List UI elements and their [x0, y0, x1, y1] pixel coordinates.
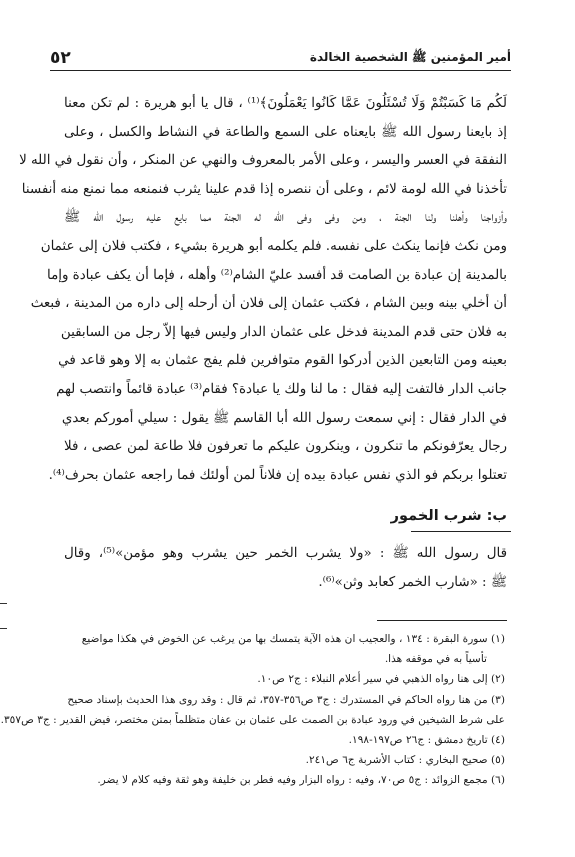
footnote: (٣) من هنا رواه الحاكم في المستدرك : ج٣ ص٣٥٦-٣٥٧، ثم قال : وقد روى هذا الحديث بإسناد صحيح	[67, 693, 505, 706]
text-line: النفقة في العسر واليسر ، وعلى الأمر بالمعروف والنهي عن المنكر ، وأن نقول في الله لا	[19, 153, 507, 169]
page-number: ٥٢	[50, 48, 71, 68]
text-line: رجال يعرّفونكم ما تنكرون ، وينكرون عليكم ما تعرفون فلا طاعة لمن عصى ، فلا	[64, 439, 507, 455]
text-line: في الدار فقال : إني سمعت رسول الله أبا القاسم ﷺ يقول : سيلي أموركم بعدي	[61, 410, 507, 426]
footnote: (١) سورة البقرة : ١٣٤ ، والعجيب ان هذه الآية يتمسك بها من يرغب عن الخوض في هكذا مواضيع	[81, 633, 505, 645]
text-line: لَكُم مَا كَسَبْتُمْ وَلَا تُسْئَلُونَ عَمَّا كَانُوا يَعْمَلُونَ﴾⁽¹⁾ ، قال يا أبو هريرة : لم تكن معنا	[64, 96, 507, 111]
text-line: أن أخلي بينه وبين الشام ، فكتب عثمان إلى فلان أن أرحله إلى داره من المدينة ، فبعث	[30, 296, 507, 312]
section-heading-rule	[411, 531, 511, 532]
scan-edge-mark	[0, 628, 7, 629]
section-text	[64, 540, 507, 597]
section-line: ﷺ : «شارب الخمر كعابد وثن»⁽⁶⁾.	[318, 574, 507, 590]
text-line: تأخذنا في الله لومة لائم ، وعلى أن ننصره إذا قدم علينا يثرب فنمنعه مما نمنع منه أنفسنا	[21, 181, 507, 197]
text-line: به فلان حتى قدم المدينة فدخل على عثمان الدار وليس فيها إلاّ رجل من السابقين	[60, 324, 507, 340]
main-text	[19, 90, 507, 490]
footnotes	[0, 629, 505, 791]
footnote-separator	[377, 620, 507, 621]
text-line: بالمدينة إن عبادة بن الصامت قد أفسد عليّ الشام⁽²⁾ وأهله ، فإما أن يكف عبادة وإما	[46, 267, 507, 283]
section-heading: ب: شرب الخمور	[390, 508, 507, 524]
footnote: (٤) تاريخ دمشق : ج٢٦ ص١٩٧-١٩٨.	[348, 733, 505, 746]
header-rule	[50, 70, 511, 71]
text-line: وأزواجنا وأهلنا ولنا الجنة ، ومن وفى وفى الله له الجنة مما بايع عليه رسول الله ﷺ	[64, 210, 507, 226]
footnote-continuation: تأسياً به في موقفه هذا.	[384, 653, 487, 666]
footnote: (٢) إلى هنا رواه الذهبي في سير أعلام النبلاء : ج٢ ص١٠.	[257, 673, 505, 686]
text-line: تعتلوا بربكم فو الذي نفس عبادة بيده إن فلاناً لمن أولئك فما راجعه عثمان بحرف⁽⁴⁾.	[48, 467, 507, 483]
text-line: جانب الدار فالتفت إليه فقال : ما لنا ولك يا عبادة؟ فقام⁽³⁾ عبادة قائماً وانتصب لهم	[56, 381, 507, 397]
footnote: (٥) صحيح البخاري : كتاب الأشربة ج٦ ص٢٤١.	[305, 754, 505, 767]
section-line: قال رسول الله ﷺ : «ولا يشرب الخمر حين يشرب وهو مؤمن»⁽⁵⁾، وقال	[64, 546, 507, 561]
page-header	[50, 48, 511, 68]
text-line: بعينه ومن التابعين الذين أدركوا القوم متوافرين فلم يفج عثمان به إلا وهو قاعد في	[58, 353, 507, 369]
running-title: أمير المؤمنين ﷺ الشخصية الخالدة	[309, 49, 511, 64]
footnote: (٦) مجمع الزوائد : ج٥ ص٧٠، وفيه : رواه البزار وفيه فطر بن خليفة وهو ثقة وفيه كلام لا يضر.	[97, 774, 505, 787]
footnote-continuation: على شرط الشيخين في ورود عبادة بن الصمت على عثمان بن عفان متظلماً بمتن مختصر، فيض القدير : ج٣ ص٣٥٧.	[0, 713, 505, 726]
text-line: ومن نكث فإنما ينكث على نفسه. فلم يكلمه أبو هريرة بشيء ، فكتب فلان إلى عثمان	[40, 238, 507, 254]
scan-edge-mark	[0, 603, 7, 604]
text-line: إذ بايعنا رسول الله ﷺ بايعناه على السمع والطاعة في النشاط والكسل ، وعلى	[64, 124, 507, 140]
